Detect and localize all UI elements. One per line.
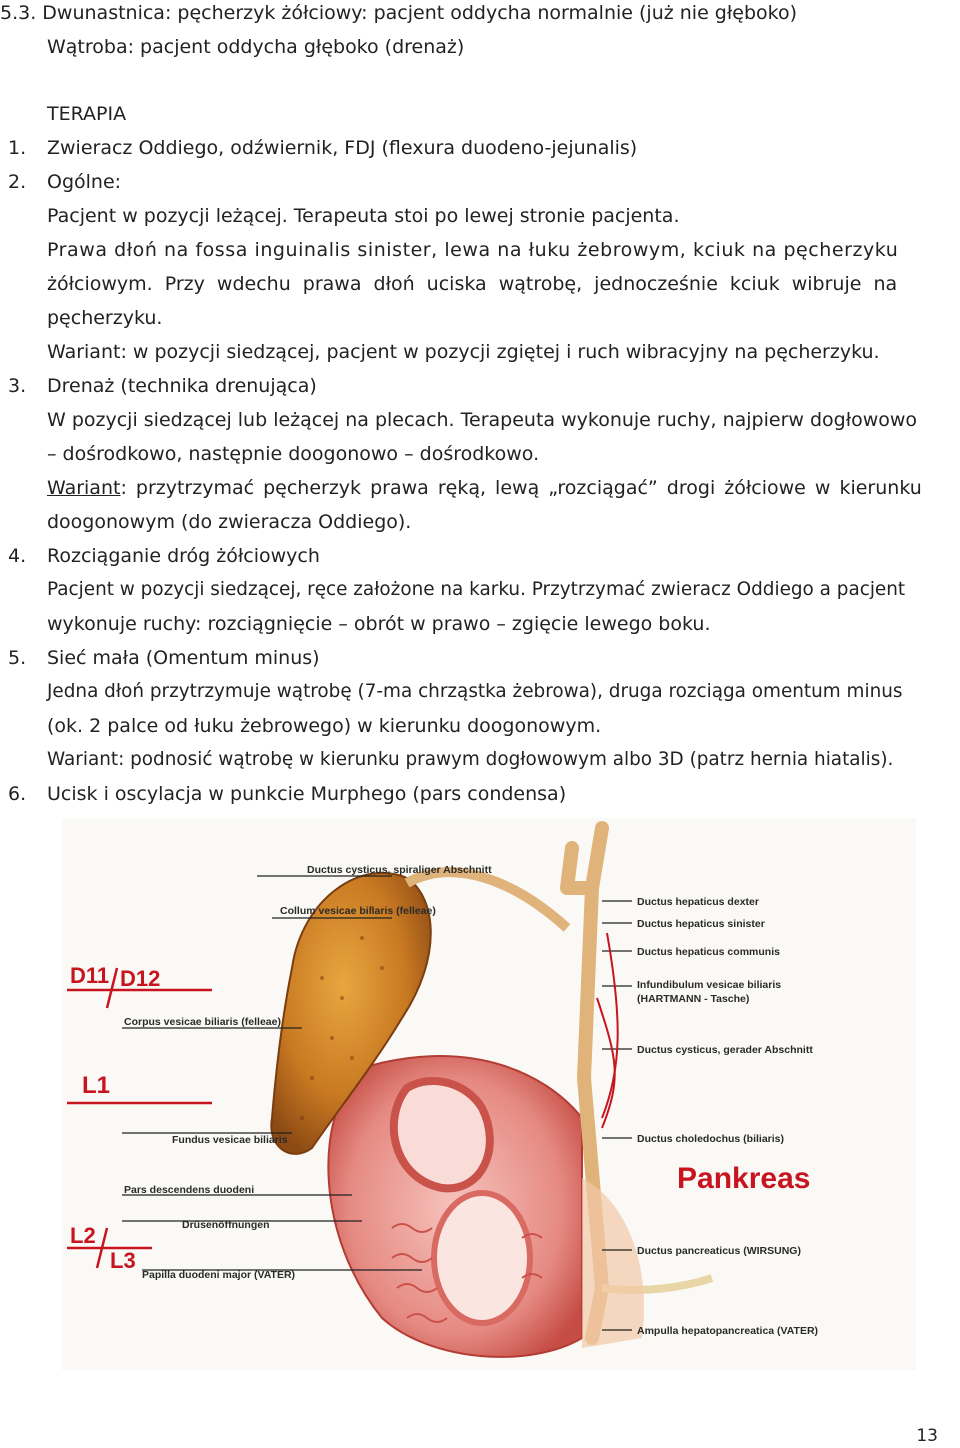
list-text: Rozciąganie dróg żółciowych xyxy=(47,545,320,567)
label-ductus-cysticus: Ductus cysticus, spiraliger Abschnitt xyxy=(307,864,492,876)
line-text: doogonowym (do zwieracza Oddiego). xyxy=(47,511,412,533)
line-text: Wariant: podnosić wątrobę w kierunku prawym dogłowowym albo 3D (patrz hernia hiatalis). xyxy=(47,749,894,770)
pancreas-tissue xyxy=(582,1178,644,1348)
list-text: Drenaż (technika drenująca) xyxy=(47,375,317,397)
line-text: : przytrzymać pęcherzyk prawa ręką, lewą „rozciągać” drogi żółciowe w kierunku xyxy=(120,477,922,499)
list-text: Zwieracz Oddiego, odźwiernik, FDJ (flexura duodeno-jejunalis) xyxy=(47,137,638,159)
duodenum-lower-lumen xyxy=(434,1193,530,1323)
list-number: 2. xyxy=(8,171,27,193)
section-title: TERAPIA xyxy=(47,103,127,125)
list-text: Sieć mała (Omentum minus) xyxy=(47,647,320,669)
label-ampulla: Ampulla hepatopancreatica (VATER) xyxy=(637,1325,819,1337)
label-choledochus: Ductus choledochus (biliaris) xyxy=(637,1133,785,1145)
line-text: (ok. 2 palce od łuku żebrowego) w kierunku doogonowym. xyxy=(47,715,602,737)
list-number: 3. xyxy=(8,375,27,397)
list-number: 5. xyxy=(8,647,27,669)
line-text: Jedna dłoń przytrzymuje wątrobę (7-ma chrząstka żebrowa), druga rozciąga omentum minus xyxy=(47,681,903,702)
label-cysticus-gerader: Ductus cysticus, gerader Abschnitt xyxy=(637,1044,813,1056)
heading-text: 5.3. Dwunastnica: pęcherzyk żółciowy: pacjent oddycha normalnie (już nie głęboko) xyxy=(0,2,798,24)
list-text: Ogólne: xyxy=(47,171,122,193)
mark-d12: D12 xyxy=(120,966,161,991)
list-number: 1. xyxy=(8,137,27,159)
list-number: 6. xyxy=(8,783,27,805)
label-hepaticus-dexter: Ductus hepaticus dexter xyxy=(637,896,759,908)
cystic-duct xyxy=(407,872,567,928)
anatomy-illustration xyxy=(62,818,916,1370)
line-text: W pozycji siedzącej lub leżącej na plecach. Terapeuta wykonuje ruchy, najpierw dogłowowo xyxy=(47,409,918,431)
variant-label: Wariant xyxy=(47,477,121,499)
line-text: Wątroba: pacjent oddycha głęboko (drenaż) xyxy=(47,36,465,58)
line-text: – dośrodkowo, następnie doogonowo – dośrodkowo. xyxy=(47,443,540,465)
list-text: Ucisk i oscylacja w punkcie Murphego (pars condensa) xyxy=(47,783,567,805)
label-corpus: Corpus vesicae biliaris (felleae) xyxy=(124,1016,281,1028)
line-text: Pacjent w pozycji siedzącej, ręce założone na karku. Przytrzymać zwieracz Oddiego a pacjent xyxy=(47,579,906,600)
line-text: pęcherzyku. xyxy=(47,307,163,329)
duodenum-lumen xyxy=(394,1081,490,1188)
line-text: żółciowym. Przy wdechu prawa dłoń uciska wątrobę, jednocześnie kciuk wibruje na xyxy=(47,273,898,295)
mark-pankreas: Pankreas xyxy=(677,1162,811,1195)
label-drusen: Drüsenöffnungen xyxy=(182,1219,270,1231)
label-infundibulum: Infundibulum vesicae biliaris xyxy=(637,979,782,991)
line-text: Pacjent w pozycji leżącej. Terapeuta stoi po lewej stronie pacjenta. xyxy=(47,205,680,227)
label-hepaticus-communis: Ductus hepaticus communis xyxy=(637,946,780,958)
label-pars-descendens: Pars descendens duodeni xyxy=(124,1184,255,1196)
label-collum: Collum vesicae biliaris (felleae) xyxy=(280,905,436,917)
mark-l2: L2 xyxy=(70,1223,96,1248)
line-text: Prawa dłoń na fossa inguinalis sinister, lewa na łuku żebrowym, kciuk na pęcherzyku xyxy=(47,239,899,261)
label-pancreaticus: Ductus pancreaticus (WIRSUNG) xyxy=(637,1245,801,1257)
biliary-anatomy-figure xyxy=(62,818,916,1370)
line-text: Wariant: w pozycji siedzącej, pacjent w pozycji zgiętej i ruch wibracyjny na pęcherzyku. xyxy=(47,341,880,363)
mark-l1: L1 xyxy=(82,1072,111,1099)
label-papilla: Papilla duodeni major (VATER) xyxy=(142,1269,296,1281)
line-text: wykonuje ruchy: rozciągnięcie – obrót w prawo – zgięcie lewego boku. xyxy=(47,613,711,635)
mark-l3: L3 xyxy=(110,1248,136,1273)
page-number: 13 xyxy=(916,1426,938,1446)
mark-d11: D11 xyxy=(70,963,110,988)
label-hartmann: (HARTMANN - Tasche) xyxy=(637,993,750,1005)
label-hepaticus-sinister: Ductus hepaticus sinister xyxy=(637,918,765,930)
label-fundus: Fundus vesicae biliaris xyxy=(172,1134,288,1146)
list-number: 4. xyxy=(8,545,27,567)
